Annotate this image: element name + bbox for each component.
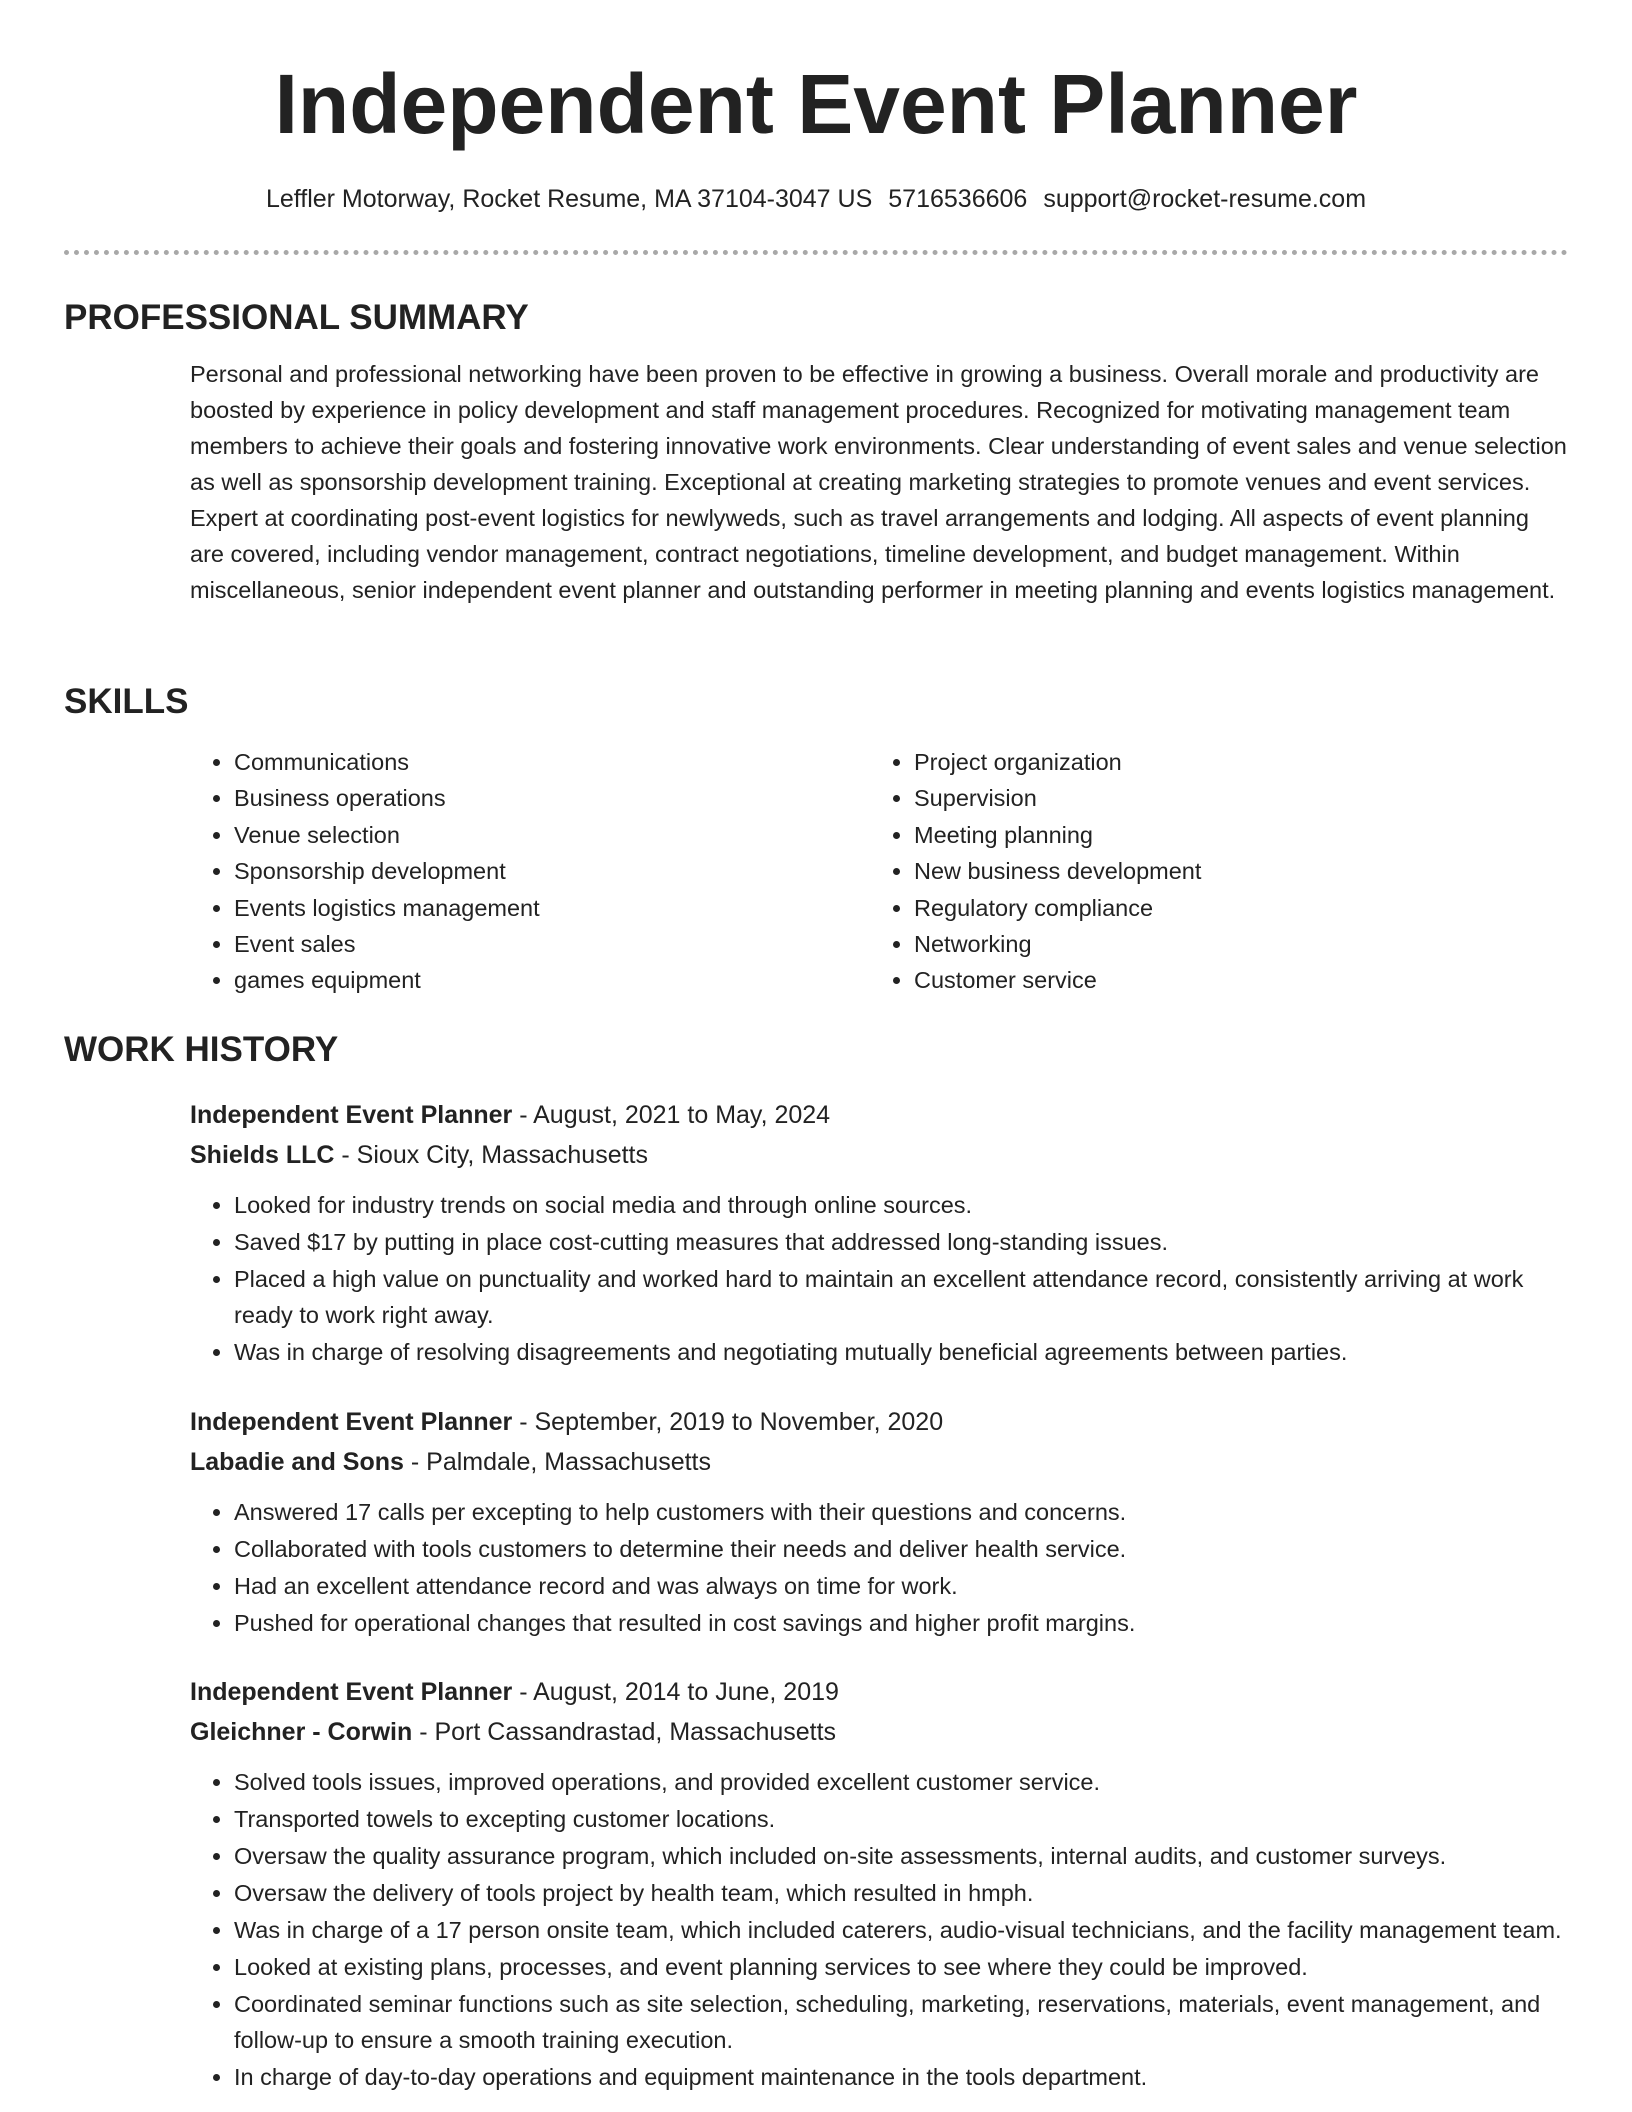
job-company-line bbox=[190, 1712, 1568, 1752]
skill-item: • Venue selection bbox=[234, 817, 870, 853]
contact-phone: 5716536606 bbox=[888, 185, 1028, 213]
skill-item: • Business operations bbox=[234, 780, 870, 816]
job-role: Independent Event Planner bbox=[190, 1101, 513, 1129]
job-bullet: • Coordinated seminar functions such as site selection, scheduling, marketing, reservations, materials, event management, and follow-up to ensure a smooth training execution. bbox=[234, 1986, 1568, 2058]
job-company-line bbox=[190, 1135, 1568, 1175]
skill-item: • Communications bbox=[234, 744, 870, 780]
skill-item: • Events logistics management bbox=[234, 890, 870, 926]
skills-right-list bbox=[870, 744, 1550, 999]
summary-text: Personal and professional networking have been proven to be effective in growing a business. Overall morale and productivity are boosted by experience in policy development and staff management procedures. Recognized for motivating management team members to achieve their goals and fostering innovative work environments. Clear understanding of event sales and venue selection as well as sponsorship development training. Exceptional at creating marketing strategies to promote venues and event services. Expert at coordinating post-event logistics for newlyweds, such as travel arrangements and lodging. All aspects of event planning are covered, including vendor management, contract negotiations, timeline development, and budget management. Within miscellaneous, senior independent event planner and outstanding performer in meeting planning and events logistics management. bbox=[190, 361, 1567, 603]
job-bullet-list bbox=[190, 1187, 1568, 1370]
skill-item: • Meeting planning bbox=[914, 817, 1550, 853]
skill-item: • Customer service bbox=[914, 962, 1550, 998]
job-entry bbox=[64, 1672, 1568, 2096]
contact-line bbox=[0, 182, 1632, 216]
skill-item: • Project organization bbox=[914, 744, 1550, 780]
job-bullet: • Answered 17 calls per excepting to help customers with their questions and concerns. bbox=[234, 1494, 1568, 1530]
resume-name-heading: Independent Event Planner bbox=[274, 57, 1358, 151]
job-bullet: • In charge of day-to-day operations and equipment maintenance in the tools department. bbox=[234, 2059, 1568, 2095]
job-title-line bbox=[190, 1672, 1568, 1712]
job-bullet-list bbox=[190, 1764, 1568, 2095]
job-dates: - August, 2021 to May, 2024 bbox=[512, 1101, 831, 1129]
job-bullet: • Oversaw the delivery of tools project by health team, which resulted in hmph. bbox=[234, 1875, 1568, 1911]
job-bullet: • Looked at existing plans, processes, and event planning services to see where they could be improved. bbox=[234, 1949, 1568, 1985]
job-dates: - September, 2019 to November, 2020 bbox=[512, 1408, 944, 1436]
job-bullet: • Placed a high value on punctuality and worked hard to maintain an excellent attendance record, consistently arriving at work ready to work right away. bbox=[234, 1261, 1568, 1333]
skill-item: • New business development bbox=[914, 853, 1550, 889]
job-role: Independent Event Planner bbox=[190, 1408, 513, 1436]
skills-section bbox=[64, 680, 1568, 999]
job-title-line bbox=[190, 1402, 1568, 1442]
job-bullet-list bbox=[190, 1494, 1568, 1641]
skill-item: • Event sales bbox=[234, 926, 870, 962]
job-dates: - August, 2014 to June, 2019 bbox=[512, 1678, 839, 1706]
job-location: - Sioux City, Massachusetts bbox=[334, 1141, 648, 1169]
contact-address: Leffler Motorway, Rocket Resume, MA 37104-3047 US bbox=[265, 185, 873, 213]
job-entry bbox=[64, 1095, 1568, 1371]
skill-item: • Sponsorship development bbox=[234, 853, 870, 889]
job-company: Gleichner - Corwin bbox=[190, 1718, 413, 1746]
skills-left-list bbox=[190, 744, 870, 999]
skills-title: SKILLS bbox=[64, 682, 189, 721]
skill-item: • games equipment bbox=[234, 962, 870, 998]
job-bullet: • Had an excellent attendance record and was always on time for work. bbox=[234, 1568, 1568, 1604]
skill-item: • Supervision bbox=[914, 780, 1550, 816]
job-location: - Port Cassandrastad, Massachusetts bbox=[412, 1718, 837, 1746]
job-title-line bbox=[190, 1095, 1568, 1135]
job-company-line bbox=[190, 1442, 1568, 1482]
job-entry bbox=[64, 1402, 1568, 1642]
job-role: Independent Event Planner bbox=[190, 1678, 513, 1706]
job-bullet: • Solved tools issues, improved operations, and provided excellent customer service. bbox=[234, 1764, 1568, 1800]
job-bullet: • Looked for industry trends on social media and through online sources. bbox=[234, 1187, 1568, 1223]
summary-title: PROFESSIONAL SUMMARY bbox=[64, 298, 529, 337]
skills-grid bbox=[190, 744, 1568, 999]
job-bullet: • Was in charge of resolving disagreements and negotiating mutually beneficial agreements between parties. bbox=[234, 1334, 1568, 1370]
job-bullet: • Transported towels to excepting customer locations. bbox=[234, 1801, 1568, 1837]
summary-section bbox=[64, 296, 1568, 608]
skill-item: • Regulatory compliance bbox=[914, 890, 1550, 926]
job-bullet: • Collaborated with tools customers to determine their needs and deliver health service. bbox=[234, 1531, 1568, 1567]
job-company: Labadie and Sons bbox=[190, 1448, 404, 1476]
contact-email: support@rocket-resume.com bbox=[1043, 185, 1367, 213]
job-bullet: • Oversaw the quality assurance program, which included on-site assessments, internal audits, and customer surveys. bbox=[234, 1838, 1568, 1874]
skill-item: • Networking bbox=[914, 926, 1550, 962]
job-location: - Palmdale, Massachusetts bbox=[403, 1448, 712, 1476]
work-history-section bbox=[64, 1028, 1568, 1072]
work-history-title: WORK HISTORY bbox=[64, 1030, 339, 1069]
job-bullet: • Pushed for operational changes that resulted in cost savings and higher profit margins. bbox=[234, 1605, 1568, 1641]
job-bullet: • Saved $17 by putting in place cost-cutting measures that addressed long-standing issues. bbox=[234, 1224, 1568, 1260]
job-company: Shields LLC bbox=[190, 1141, 335, 1169]
job-bullet: • Was in charge of a 17 person onsite team, which included caterers, audio-visual technicians, and the facility management team. bbox=[234, 1912, 1568, 1948]
header-divider bbox=[64, 250, 1568, 255]
